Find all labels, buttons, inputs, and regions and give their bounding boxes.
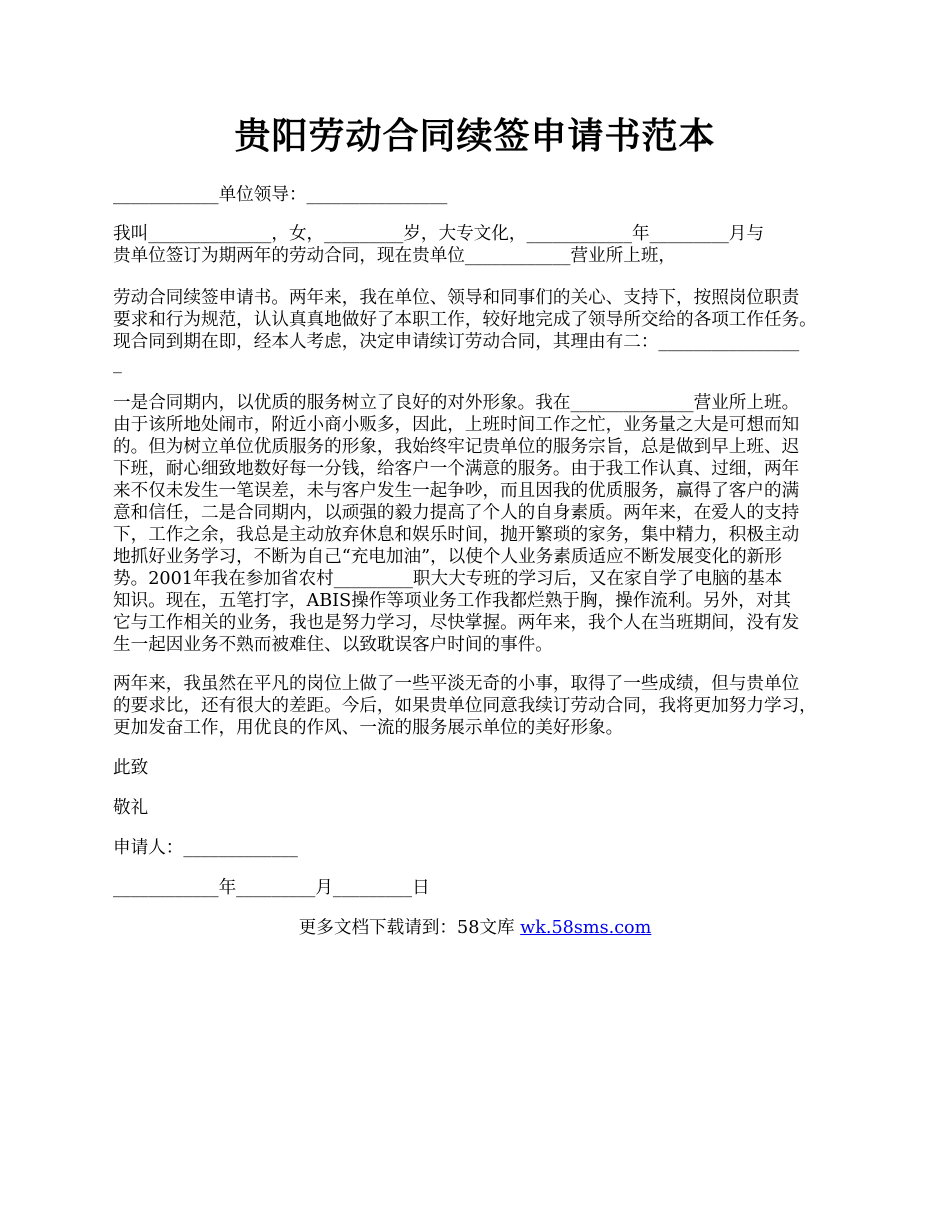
paragraph-line: 生一起因业务不熟而被难住、以致耽误客户时间的事件。	[113, 635, 553, 655]
regards-text: 此致	[113, 758, 149, 778]
footer-link[interactable]: wk.58sms.com	[520, 918, 652, 938]
applicant-line	[113, 837, 850, 859]
paragraph-line: 我叫______________，女，_________岁，大专文化，____________年_________月与	[113, 224, 764, 244]
date-line	[113, 877, 850, 899]
reason-one-paragraph	[113, 392, 850, 656]
paragraph-line: 下班，耐心细致地数好每一分钱，给客户一个满意的服务。由于我工作认真、过细，两年	[113, 459, 800, 479]
regards-line-1	[113, 757, 850, 779]
paragraph-line: 更加发奋工作，用优良的作风、一流的服务展示单位的美好形象。	[113, 718, 624, 738]
paragraph-line: 由于该所地处闹市，附近小商小贩多，因此，上班时间工作之忙，业务量之大是可想而知	[113, 415, 800, 435]
reason-intro-paragraph	[113, 287, 850, 375]
applicant-text: 申请人：_____________	[113, 838, 298, 858]
paragraph-line: 贵单位签订为期两年的劳动合同，现在贵单位____________营业所上班，	[113, 246, 677, 266]
paragraph-line: 知识。现在，五笔打字，ABIS操作等项业务工作我都烂熟于胸，操作流利。另外，对其	[113, 591, 792, 611]
regards-line-2	[113, 797, 850, 819]
closing-paragraph	[113, 673, 850, 739]
paragraph-line: 的。但为树立单位优质服务的形象，我始终牢记贵单位的服务宗旨，总是做到早上班、迟	[113, 437, 800, 457]
paragraph-line: 一是合同期内，以优质的服务树立了良好的对外形象。我在______________营业所上班。	[113, 393, 800, 413]
paragraph-line: 劳动合同续签申请书。两年来，我在单位、领导和同事们的关心、支持下，按照岗位职责	[113, 288, 800, 308]
regards-text: 敬礼	[113, 798, 149, 818]
paragraph-line: 它与工作相关的业务，我也是努力学习，尽快掌握。两年来，我个人在当班期间，没有发	[113, 613, 800, 633]
footer	[0, 916, 950, 940]
paragraph-line: 下，工作之余，我总是主动放弃休息和娱乐时间，抛开繁琐的家务，集中精力，积极主动	[113, 525, 800, 545]
salutation-line: ____________单位领导：________________	[113, 185, 448, 205]
paragraph-line: 来不仅未发生一笔误差，未与客户发生一起争吵，而且因我的优质服务，赢得了客户的满	[113, 481, 800, 501]
footer-text: 更多文档下载请到：58文库	[298, 918, 521, 938]
paragraph-line: 意和信任，二是合同期内，以顽强的毅力提高了个人的自身素质。两年来，在爱人的支持	[113, 503, 800, 523]
paragraph-line: 现合同到期在即，经本人考虑，决定申请续订劳动合同，其理由有二：________________	[113, 332, 800, 352]
document-title: 贵阳劳动合同续签申请书范本	[234, 115, 716, 157]
paragraph-line: 两年来，我虽然在平凡的岗位上做了一些平淡无奇的小事，取得了一些成绩，但与贵单位	[113, 674, 800, 694]
paragraph-line: 地抓好业务学习，不断为自己“充电加油”，以使个人业务素质适应不断发展变化的新形	[113, 547, 782, 567]
date-text: ____________年_________月_________日	[113, 878, 430, 898]
intro-paragraph	[113, 223, 850, 267]
paragraph-line: _	[113, 354, 122, 374]
paragraph-line: 要求和行为规范，认认真真地做好了本职工作，较好地完成了领导所交给的各项工作任务。	[113, 310, 817, 330]
paragraph-line: 势。2001年我在参加省农村_________职大大专班的学习后，又在家自学了电脑的基本	[113, 569, 783, 589]
paragraph-line: 的要求比，还有很大的差距。今后，如果贵单位同意我续订劳动合同，我将更加努力学习，	[113, 696, 817, 716]
salutation	[113, 184, 850, 206]
